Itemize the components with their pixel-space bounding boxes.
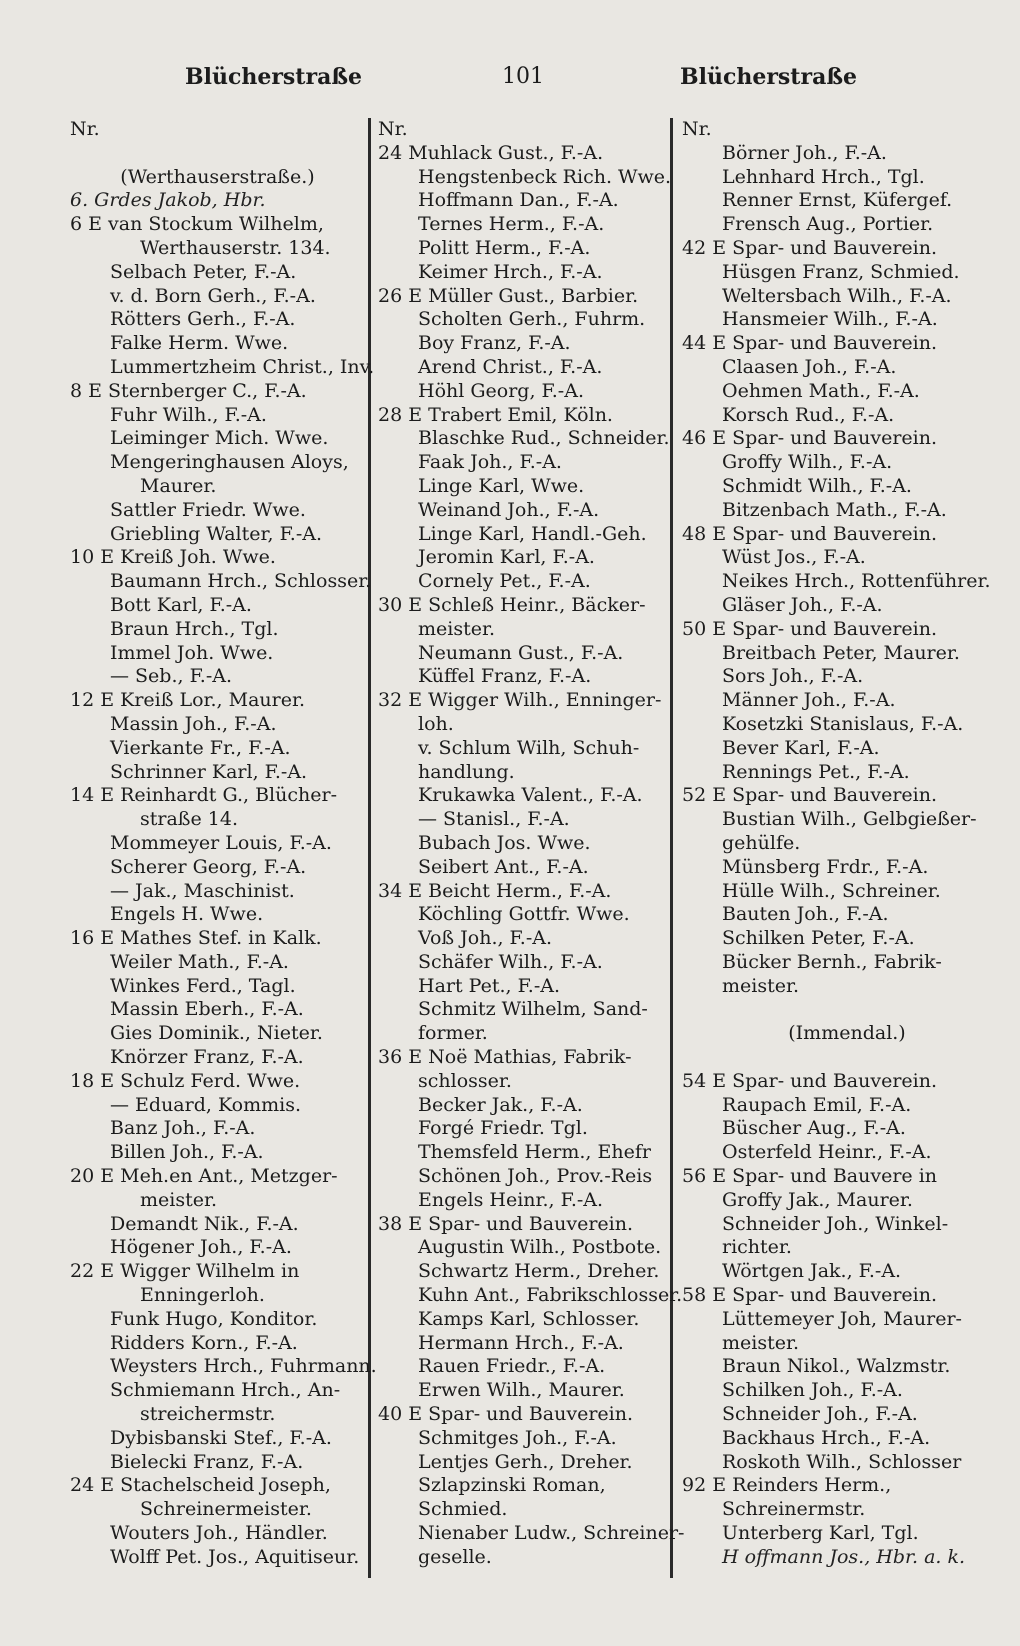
directory-line: Forgé Friedr. Tgl. (418, 1117, 588, 1140)
directory-line: Erwen Wilh., Maurer. (418, 1379, 625, 1402)
directory-line: Lentjes Gerh., Dreher. (418, 1450, 633, 1473)
directory-line: meister. (418, 617, 496, 640)
page-number: 101 (502, 64, 544, 89)
directory-line: 6 E van Stockum Wilhelm, (70, 213, 324, 236)
directory-line (682, 1046, 1012, 1070)
directory-line (70, 142, 365, 166)
directory-line: 12 E Kreiß Lor., Maurer. (70, 689, 306, 712)
directory-line: 16 E Mathes Stef. in Kalk. (70, 927, 322, 950)
directory-line: H offmann Jos., Hbr. a. k. (722, 1545, 966, 1568)
directory-line: 26 E Müller Gust., Barbier. (378, 284, 639, 307)
directory-line: 48 E Spar- und Bauverein. (682, 522, 938, 545)
directory-line: Baumann Hrch., Schlosser. (110, 570, 372, 593)
directory-line: Faak Joh., F.-A. (418, 451, 562, 474)
directory-line: Roskoth Wilh., Schlosser (722, 1450, 962, 1473)
directory-line: Bücker Bernh., Fabrik- (722, 950, 942, 973)
directory-line: Nr. (70, 118, 100, 140)
directory-line: Nr. (378, 118, 408, 140)
directory-line: Breitbach Peter, Maurer. (722, 641, 960, 664)
directory-line: Schmitz Wilhelm, Sand- (418, 998, 648, 1021)
directory-line: Schneider Joh., F.-A. (722, 1403, 918, 1426)
directory-line: Linge Karl, Wwe. (418, 474, 585, 497)
directory-line: Themsfeld Herm., Ehefr (418, 1141, 651, 1164)
directory-line: Leiminger Mich. Wwe. (110, 427, 329, 450)
directory-line: 38 E Spar- und Bauverein. (378, 1212, 634, 1235)
directory-line: — Jak., Maschinist. (110, 879, 295, 902)
directory-line: Engels Heinr., F.-A. (418, 1188, 604, 1211)
directory-line: Kosetzki Stanislaus, F.-A. (722, 712, 964, 735)
directory-line: Ridders Korn., F.-A. (110, 1331, 298, 1354)
directory-line: Schilken Joh., F.-A. (722, 1379, 903, 1402)
directory-line: 56 E Spar- und Bauvere in (682, 1165, 938, 1188)
directory-line: Lehnhard Hrch., Tgl. (722, 165, 925, 188)
directory-line: Hansmeier Wilh., F.-A. (722, 308, 938, 331)
directory-line: 34 E Beicht Herm., F.-A. (378, 879, 612, 902)
directory-line: Krukawka Valent., F.-A. (418, 784, 643, 807)
directory-line: Kuhn Ant., Fabrikschlosser. (418, 1284, 683, 1307)
directory-line: Hengstenbeck Rich. Wwe. (418, 165, 672, 188)
directory-line: Hart Pet., F.-A. (418, 974, 561, 997)
directory-line: Nienaber Ludw., Schreiner- (418, 1522, 685, 1545)
directory-line: Nr. (682, 118, 712, 140)
directory-line: Oehmen Math., F.-A. (722, 379, 920, 402)
directory-line: Bauten Joh., F.-A. (722, 903, 889, 926)
directory-line: Politt Herm., F.-A. (418, 236, 591, 259)
directory-line: Schreinermeister. (140, 1498, 312, 1521)
directory-line: Weinand Joh., F.-A. (418, 498, 600, 521)
directory-line: Falke Herm. Wwe. (110, 332, 289, 355)
directory-line: 14 E Reinhardt G., Blücher- (70, 784, 337, 807)
directory-line: Sors Joh., F.-A. (722, 665, 864, 688)
directory-line: meister. (722, 1331, 800, 1354)
column-left (70, 118, 377, 1570)
directory-line: Wüst Jos., F.-A. (722, 546, 866, 569)
directory-line: meister. (722, 974, 800, 997)
directory-line: Werthauserstr. 134. (140, 236, 331, 259)
directory-line (682, 998, 1012, 1022)
directory-line: 32 E Wigger Wilh., Enninger- (378, 689, 662, 712)
directory-line: 58 E Spar- und Bauverein. (682, 1284, 938, 1307)
directory-line: Schmitges Joh., F.-A. (418, 1426, 617, 1449)
directory-line: Wouters Joh., Händler. (110, 1522, 328, 1545)
directory-line: 92 E Reinders Herm., (682, 1474, 892, 1497)
directory-line: Neumann Gust., F.-A. (418, 641, 624, 664)
directory-line: v. Schlum Wilh, Schuh- (418, 736, 640, 759)
directory-line: Rauen Friedr., F.-A. (418, 1355, 606, 1378)
directory-line: Osterfeld Heinr., F.-A. (722, 1141, 932, 1164)
directory-line: Groffy Jak., Maurer. (722, 1188, 913, 1211)
directory-line: Köchling Gottfr. Wwe. (418, 903, 630, 926)
directory-line: Becker Jak., F.-A. (418, 1093, 583, 1116)
directory-line: Funk Hugo, Konditor. (110, 1307, 318, 1330)
directory-line: v. d. Born Gerh., F.-A. (110, 284, 316, 307)
directory-line: Cornely Pet., F.-A. (418, 570, 591, 593)
directory-line: Lüttemeyer Joh, Maurer- (722, 1307, 962, 1330)
directory-line: Korsch Rud., F.-A. (722, 403, 895, 426)
directory-line: 18 E Schulz Ferd. Wwe. (70, 1069, 301, 1092)
directory-line: Bubach Jos. Wwe. (418, 831, 591, 854)
directory-line: handlung. (418, 760, 515, 783)
directory-line: Scholten Gerh., Fuhrm. (418, 308, 646, 331)
directory-line: Augustin Wilh., Postbote. (418, 1236, 662, 1259)
directory-line: Weltersbach Wilh., F.-A. (722, 284, 952, 307)
directory-line: Schreinermstr. (722, 1498, 866, 1521)
directory-line: schlosser. (418, 1069, 512, 1092)
directory-line: — Stanisl., F.-A. (418, 808, 570, 831)
directory-line: Högener Joh., F.-A. (110, 1236, 292, 1259)
directory-line: Hermann Hrch., F.-A. (418, 1331, 624, 1354)
directory-line: Schilken Peter, F.-A. (722, 927, 915, 950)
directory-line: Lummertzheim Christ., Inv. (110, 355, 375, 378)
directory-line: loh. (418, 712, 454, 735)
directory-line: Engels H. Wwe. (110, 903, 264, 926)
directory-line: Schwartz Herm., Dreher. (418, 1260, 660, 1283)
directory-line: Neikes Hrch., Rottenführer. (722, 570, 991, 593)
directory-line: 46 E Spar- und Bauverein. (682, 427, 938, 450)
directory-line: Schäfer Wilh., F.-A. (418, 950, 603, 973)
directory-line: Demandt Nik., F.-A. (110, 1212, 299, 1235)
directory-line: Wolff Pet. Jos., Aquitiseur. (110, 1545, 360, 1568)
directory-line: Raupach Emil, F.-A. (722, 1093, 912, 1116)
directory-line: Banz Joh., F.-A. (110, 1117, 256, 1140)
directory-line: Fuhr Wilh., F.-A. (110, 403, 267, 426)
directory-line: Claasen Joh., F.-A. (722, 355, 897, 378)
directory-line: Voß Joh., F.-A. (418, 927, 553, 950)
directory-line: 28 E Trabert Emil, Köln. (378, 403, 613, 426)
directory-line: Massin Joh., F.-A. (110, 712, 277, 735)
directory-line: Sattler Friedr. Wwe. (110, 498, 306, 521)
directory-line: Mengeringhausen Aloys, (110, 451, 349, 474)
directory-line: Bitzenbach Math., F.-A. (722, 498, 947, 521)
directory-line: Schmied. (418, 1498, 508, 1521)
directory-line: 24 E Stachelscheid Joseph, (70, 1474, 331, 1497)
directory-line: Schönen Joh., Prov.-Reis (418, 1165, 653, 1188)
running-head-left: Blücherstraße (185, 64, 363, 90)
running-head-right: Blücherstraße (680, 64, 858, 90)
directory-line: Braun Nikol., Walzmstr. (722, 1355, 951, 1378)
directory-line: Rötters Gerh., F.-A. (110, 308, 296, 331)
directory-line: Maurer. (140, 474, 217, 497)
directory-line: Billen Joh., F.-A. (110, 1141, 264, 1164)
directory-line: Bever Karl, F.-A. (722, 736, 880, 759)
directory-line: Höhl Georg, F.-A. (418, 379, 584, 402)
directory-line: former. (418, 1022, 488, 1045)
directory-line: Schmiemann Hrch., An- (110, 1379, 341, 1402)
directory-line: richter. (722, 1236, 792, 1259)
directory-line: meister. (140, 1188, 218, 1211)
directory-line: Scherer Georg, F.-A. (110, 855, 307, 878)
directory-line: Backhaus Hrch., F.-A. (722, 1426, 931, 1449)
column-right (682, 118, 1012, 1570)
directory-line: Männer Joh., F.-A. (722, 689, 896, 712)
directory-line: 20 E Meh.en Ant., Metzger- (70, 1165, 338, 1188)
directory-line: Braun Hrch., Tgl. (110, 617, 279, 640)
directory-line: Immel Joh. Wwe. (110, 641, 274, 664)
directory-line: Bott Karl, F.-A. (110, 593, 252, 616)
directory-line: Knörzer Franz, F.-A. (110, 1046, 304, 1069)
directory-line: streichermstr. (140, 1403, 276, 1426)
directory-line: Frensch Aug., Portier. (722, 213, 934, 236)
directory-line: Wörtgen Jak., F.-A. (722, 1260, 902, 1283)
directory-line: Keimer Hrch., F.-A. (418, 260, 603, 283)
directory-line: Groffy Wilh., F.-A. (722, 451, 893, 474)
directory-line: Hüsgen Franz, Schmied. (722, 260, 960, 283)
directory-line: Unterberg Karl, Tgl. (722, 1522, 919, 1545)
directory-line: Weysters Hrch., Fuhrmann. (110, 1355, 377, 1378)
directory-line: (Immendal.) (788, 1022, 906, 1045)
directory-line: 50 E Spar- und Bauverein. (682, 617, 938, 640)
directory-line: Hülle Wilh., Schreiner. (722, 879, 941, 902)
directory-line: Büscher Aug., F.-A. (722, 1117, 906, 1140)
directory-line: 24 Muhlack Gust., F.-A. (378, 141, 604, 164)
directory-line: 30 E Schleß Heinr., Bäcker- (378, 593, 646, 616)
directory-line: Vierkante Fr., F.-A. (110, 736, 291, 759)
directory-line: Enningerloh. (140, 1284, 265, 1307)
directory-line: Schmidt Wilh., F.-A. (722, 474, 912, 497)
directory-line: gehülfe. (722, 831, 801, 854)
directory-line: Bustian Wilh., Gelbgießer- (722, 808, 977, 831)
directory-line: Bielecki Franz, F.-A. (110, 1450, 304, 1473)
directory-line: Boy Franz, F.-A. (418, 332, 571, 355)
column-rule-2 (670, 118, 673, 1578)
directory-line: Hoffmann Dan., F.-A. (418, 189, 619, 212)
directory-line: Gies Dominik., Nieter. (110, 1022, 323, 1045)
directory-line: Winkes Ferd., Tagl. (110, 974, 296, 997)
directory-line: Rennings Pet., F.-A. (722, 760, 910, 783)
directory-line: 36 E Noë Mathias, Fabrik- (378, 1046, 632, 1069)
directory-line: Weiler Math., F.-A. (110, 950, 289, 973)
directory-line: 54 E Spar- und Bauverein. (682, 1069, 938, 1092)
directory-line: 44 E Spar- und Bauverein. (682, 332, 938, 355)
directory-line: Linge Karl, Handl.-Geh. (418, 522, 647, 545)
directory-line: Szlapzinski Roman, (418, 1474, 606, 1497)
directory-line: 8 E Sternberger C., F.-A. (70, 379, 307, 402)
directory-line: Mommeyer Louis, F.-A. (110, 831, 332, 854)
directory-line: 6. Grdes Jakob, Hbr. (70, 189, 266, 212)
directory-line: Münsberg Frdr., F.-A. (722, 855, 929, 878)
directory-line: 22 E Wigger Wilhelm in (70, 1260, 300, 1283)
directory-line: (Werthauserstraße.) (120, 165, 315, 188)
directory-line: — Seb., F.-A. (110, 665, 233, 688)
directory-line: Renner Ernst, Küfergef. (722, 189, 953, 212)
directory-line: Griebling Walter, F.-A. (110, 522, 323, 545)
directory-line: 10 E Kreiß Joh. Wwe. (70, 546, 276, 569)
directory-line: Massin Eberh., F.-A. (110, 998, 304, 1021)
directory-line: straße 14. (140, 808, 238, 831)
directory-line: Arend Christ., F.-A. (418, 355, 603, 378)
directory-line: 52 E Spar- und Bauverein. (682, 784, 938, 807)
directory-line: — Eduard, Kommis. (110, 1093, 301, 1116)
directory-line: Schneider Joh., Winkel- (722, 1212, 949, 1235)
directory-line: Blaschke Rud., Schneider. (418, 427, 670, 450)
directory-line: Jeromin Karl, F.-A. (418, 546, 595, 569)
directory-line: Dybisbanski Stef., F.-A. (110, 1426, 332, 1449)
directory-line: Schrinner Karl, F.-A. (110, 760, 308, 783)
directory-line: Börner Joh., F.-A. (722, 141, 887, 164)
directory-line: Gläser Joh., F.-A. (722, 593, 883, 616)
directory-line: Seibert Ant., F.-A. (418, 855, 589, 878)
directory-line: 42 E Spar- und Bauverein. (682, 236, 938, 259)
directory-line: geselle. (418, 1545, 492, 1568)
column-middle (378, 118, 685, 1570)
directory-line: 40 E Spar- und Bauverein. (378, 1403, 634, 1426)
directory-line: Ternes Herm., F.-A. (418, 213, 605, 236)
directory-line: Kamps Karl, Schlosser. (418, 1307, 640, 1330)
directory-line: Küffel Franz, F.-A. (418, 665, 592, 688)
directory-line: Selbach Peter, F.-A. (110, 260, 297, 283)
